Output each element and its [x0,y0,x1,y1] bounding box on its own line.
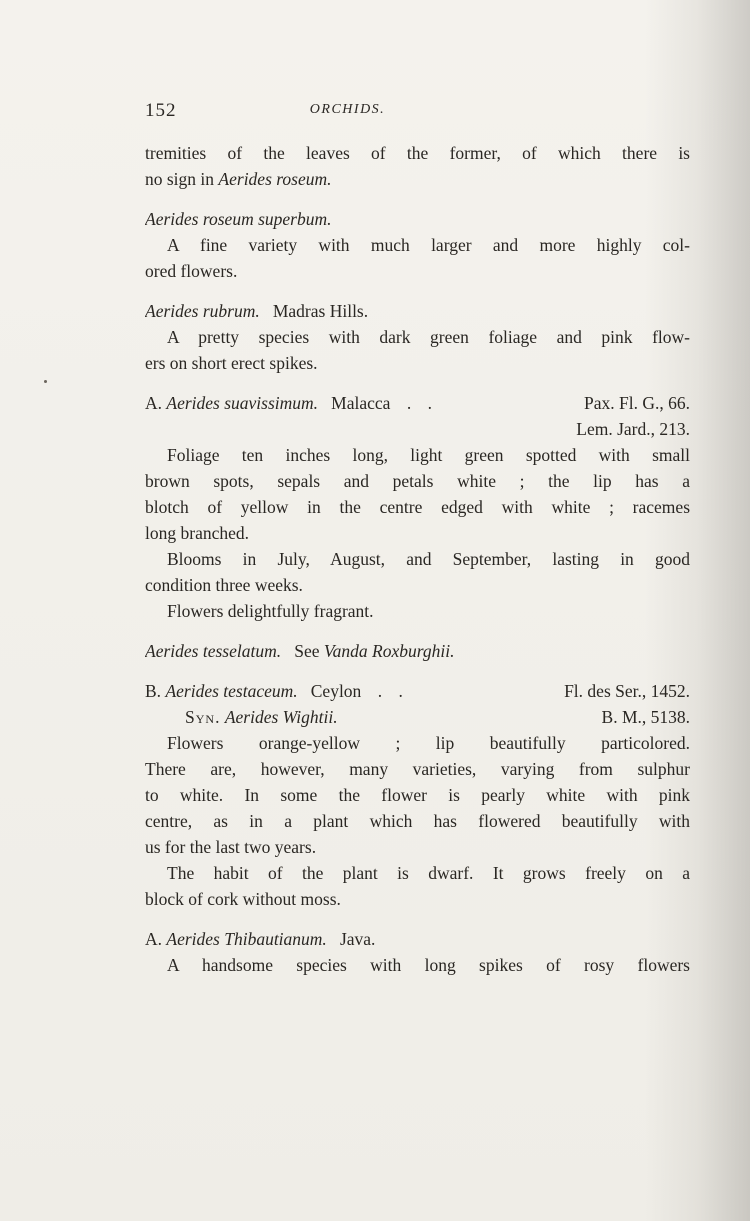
species-heading: Aerides rubrum. [145,301,260,321]
reference: Fl. des Ser., 1452. [564,681,690,701]
text-line: condition three weeks. [145,575,303,595]
species-prefix: A. [145,929,163,949]
text-line: to white. In some the flower is pearly white with pink [145,785,690,805]
reference: Pax. Fl. G., 66. [584,393,690,413]
see-target: Vanda Roxburghii. [323,641,455,661]
text-line: tremities of the leaves of the former, of which there is [145,143,690,163]
text-line: Blooms in July, August, and September, lasting in good [167,549,690,569]
species-entry-testaceum [145,678,690,912]
text-line: There are, however, many varieties, varying from sulphur [145,759,690,779]
text-line: blotch of yellow in the centre edged with white ; racemes [145,497,690,517]
leader-dots: . . [406,393,438,413]
synonym-label: Syn. [185,707,221,727]
synonym-row [145,704,690,730]
reference: Lem. Jard., 213. [576,419,690,439]
species-heading: Aerides suavissimum. [166,393,319,413]
species-entry-rubrum [145,298,690,376]
species-locality: Java. [339,929,376,949]
species-heading-row [145,638,690,664]
text-line: us for the last two years. [145,837,317,857]
synonym-name: Aerides Wightii. [224,707,338,727]
page-header [145,100,695,124]
species-entry-thibautianum [145,926,690,978]
leader-dots: . . [377,681,409,701]
text-line: A fine variety with much larger and more highly col- [167,235,690,255]
text-line: Foliage ten inches long, light green spotted with small [167,445,690,465]
species-heading: Aerides tesselatum. [145,641,282,661]
text-line: The habit of the plant is dwarf. It grows freely on a [167,863,690,883]
species-locality: Ceylon [310,681,362,701]
page-number: 152 [145,100,177,121]
text-line: brown spots, sepals and petals white ; the lip has a [145,471,690,491]
reference: B. M., 5138. [601,707,690,727]
text-line: centre, as in a plant which has flowered beautifully with [145,811,690,831]
text-line: block of cork without moss. [145,889,341,909]
species-heading-row [145,678,690,704]
species-heading-row [145,390,690,416]
species-entry-roseum-superbum [145,206,690,284]
text-line: A handsome species with long spikes of rosy flowers [167,955,690,975]
species-locality: Madras Hills. [272,301,369,321]
species-entry-suavissimum [145,390,690,624]
species-heading-row [145,298,690,324]
page-content [145,140,690,992]
text-line: ored flowers. [145,261,238,281]
text-line: Flowers orange-yellow ; lip beautifully particolored. [167,733,690,753]
text-line: A pretty species with dark green foliage and pink flow- [167,327,690,347]
species-heading: Aerides testaceum. [165,681,298,701]
species-prefix: B. [145,681,162,701]
continuation-paragraph [145,140,690,192]
species-heading: Aerides roseum superbum. [145,209,332,229]
page-speck [44,380,47,383]
species-heading-row [145,926,690,952]
text-line: ers on short erect spikes. [145,353,318,373]
see-label: See [294,641,320,661]
species-locality: Malacca [331,393,391,413]
species-entry-tesselatum [145,638,690,664]
running-head: ORCHIDS. [309,102,386,117]
species-heading: Aerides Thibautianum. [166,929,327,949]
text-line: long branched. [145,523,249,543]
text-line: Flowers delightfully fragrant. [167,601,374,621]
species-prefix: A. [145,393,163,413]
text-line: no sign in Aerides roseum. [145,169,332,189]
